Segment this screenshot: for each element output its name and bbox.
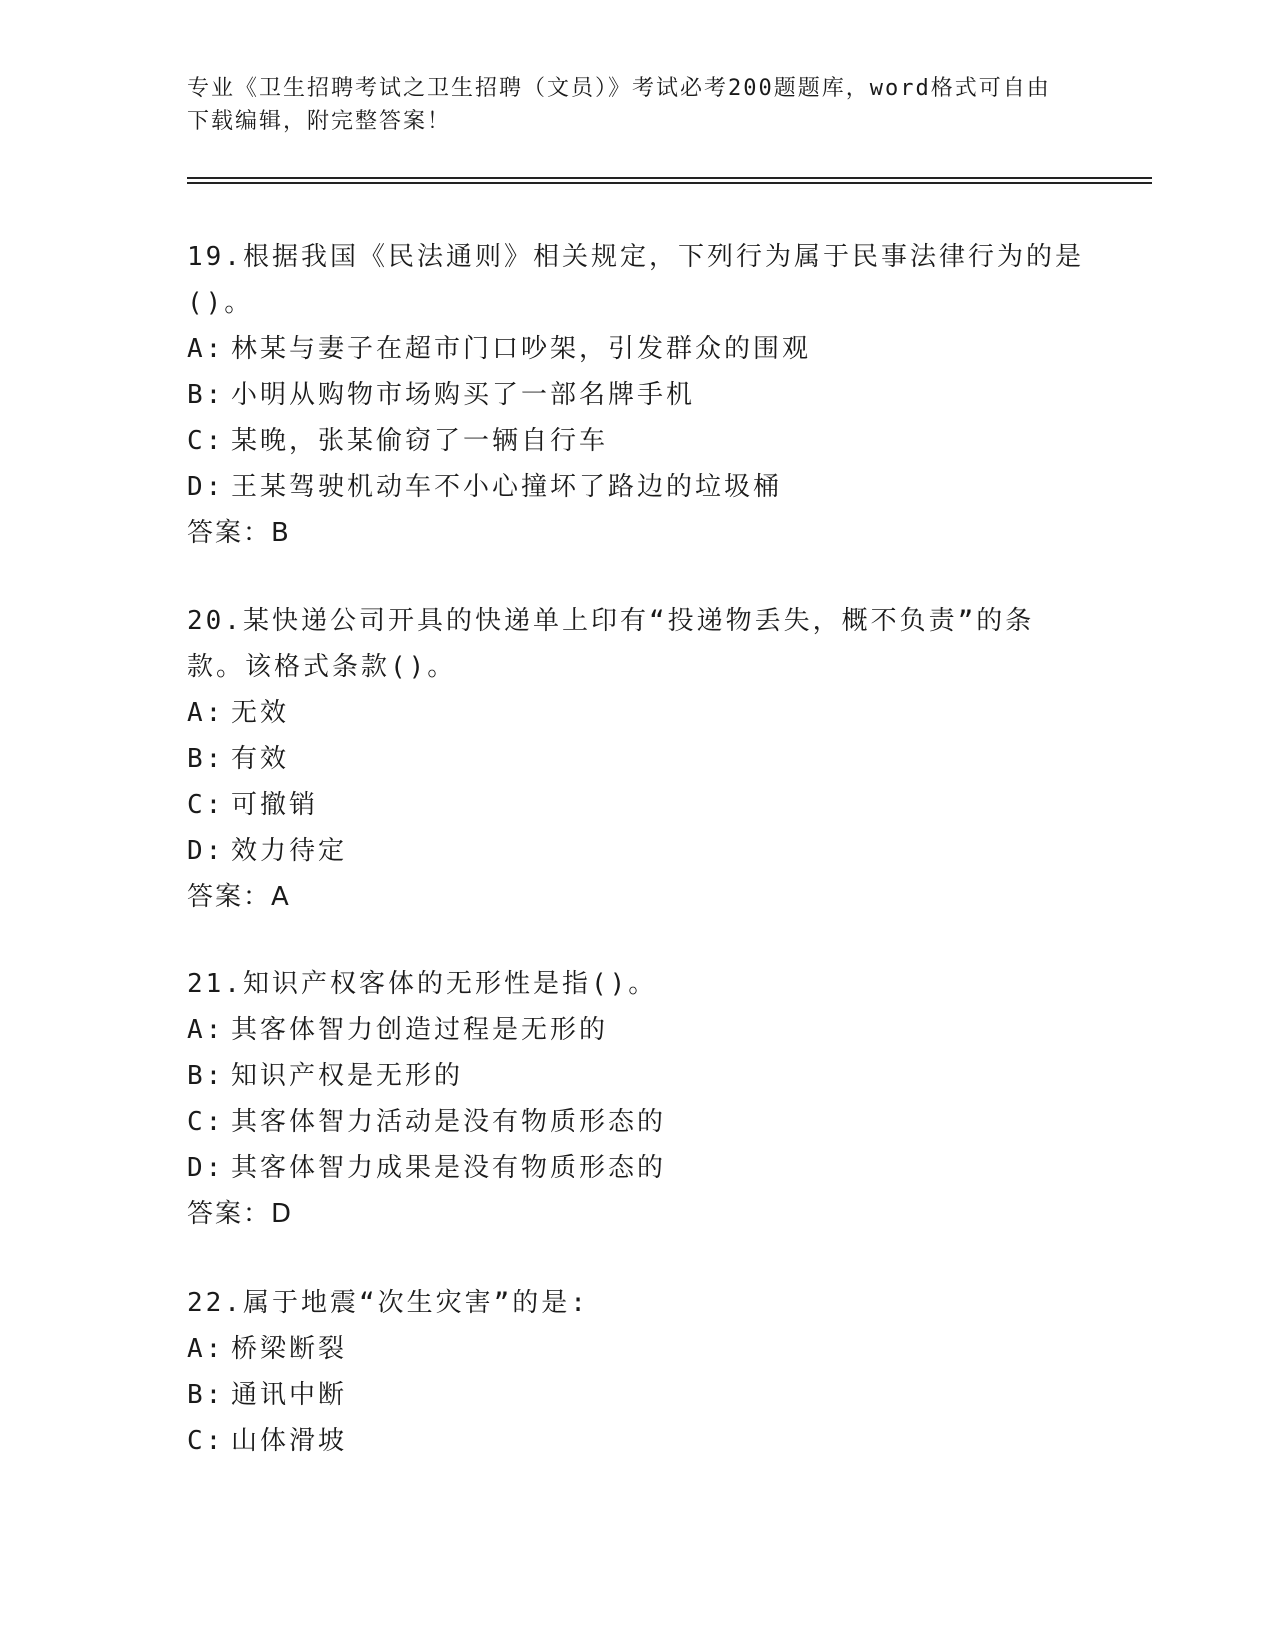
question-stem: 19.根据我国《民法通则》相关规定，下列行为属于民事法律行为的是()。 (187, 242, 1084, 318)
option-text: 有效 (231, 744, 290, 774)
option-text: 其客体智力活动是没有物质形态的 (231, 1107, 667, 1137)
option-d (187, 1145, 1087, 1191)
option-a (187, 1007, 1087, 1053)
option-key: B: (187, 380, 225, 410)
option-d (187, 464, 1087, 510)
option-text: 其客体智力成果是没有物质形态的 (231, 1153, 667, 1183)
answer-line: 答案：D (187, 1199, 294, 1229)
option-key: B: (187, 1061, 225, 1091)
option-text: 小明从购物市场购买了一部名牌手机 (231, 380, 696, 410)
option-text: 可撤销 (231, 790, 319, 820)
option-c (187, 1418, 1087, 1464)
option-c (187, 1099, 1087, 1145)
answer-line: 答案：B (187, 518, 291, 548)
option-text: 通讯中断 (231, 1380, 348, 1410)
option-key: D: (187, 836, 225, 866)
option-text: 林某与妻子在超市门口吵架，引发群众的围观 (231, 334, 812, 364)
option-key: A: (187, 1015, 225, 1045)
option-a (187, 326, 1087, 372)
option-d (187, 828, 1087, 874)
option-b (187, 1053, 1087, 1099)
answer-line: 答案：A (187, 882, 291, 912)
option-key: A: (187, 334, 225, 364)
option-key: A: (187, 698, 225, 728)
option-key: A: (187, 1334, 225, 1364)
option-text: 山体滑坡 (231, 1426, 348, 1456)
question-stem: 22.属于地震“次生灾害”的是: (187, 1288, 589, 1318)
option-text: 桥梁断裂 (231, 1334, 348, 1364)
option-key: C: (187, 790, 225, 820)
question-stem: 21.知识产权客体的无形性是指()。 (187, 969, 658, 999)
question-19 (187, 234, 1087, 556)
option-b (187, 372, 1087, 418)
question-20 (187, 598, 1087, 920)
question-21 (187, 961, 1087, 1237)
option-text: 无效 (231, 698, 290, 728)
option-key: B: (187, 744, 225, 774)
header-divider-bottom (187, 182, 1152, 184)
header-divider-top (187, 177, 1152, 179)
option-b (187, 1372, 1087, 1418)
option-text: 王某驾驶机动车不小心撞坏了路边的垃圾桶 (231, 472, 783, 502)
option-key: C: (187, 1426, 225, 1456)
option-key: B: (187, 1380, 225, 1410)
option-text: 某晚，张某偷窃了一辆自行车 (231, 426, 609, 456)
option-b (187, 736, 1087, 782)
option-a (187, 690, 1087, 736)
option-c (187, 782, 1087, 828)
option-text: 知识产权是无形的 (231, 1061, 464, 1091)
option-key: C: (187, 426, 225, 456)
option-key: C: (187, 1107, 225, 1137)
option-key: D: (187, 472, 225, 502)
option-a (187, 1326, 1087, 1372)
option-key: D: (187, 1153, 225, 1183)
option-c (187, 418, 1087, 464)
option-text: 效力待定 (231, 836, 348, 866)
question-22 (187, 1280, 1087, 1464)
question-stem: 20.某快递公司开具的快递单上印有“投递物丢失，概不负责”的条款。该格式条款()。 (187, 606, 1035, 682)
option-text: 其客体智力创造过程是无形的 (231, 1015, 609, 1045)
document-header: 专业《卫生招聘考试之卫生招聘（文员）》考试必考200题题库，word格式可自由下载编辑，附完整答案！ (187, 76, 1051, 134)
